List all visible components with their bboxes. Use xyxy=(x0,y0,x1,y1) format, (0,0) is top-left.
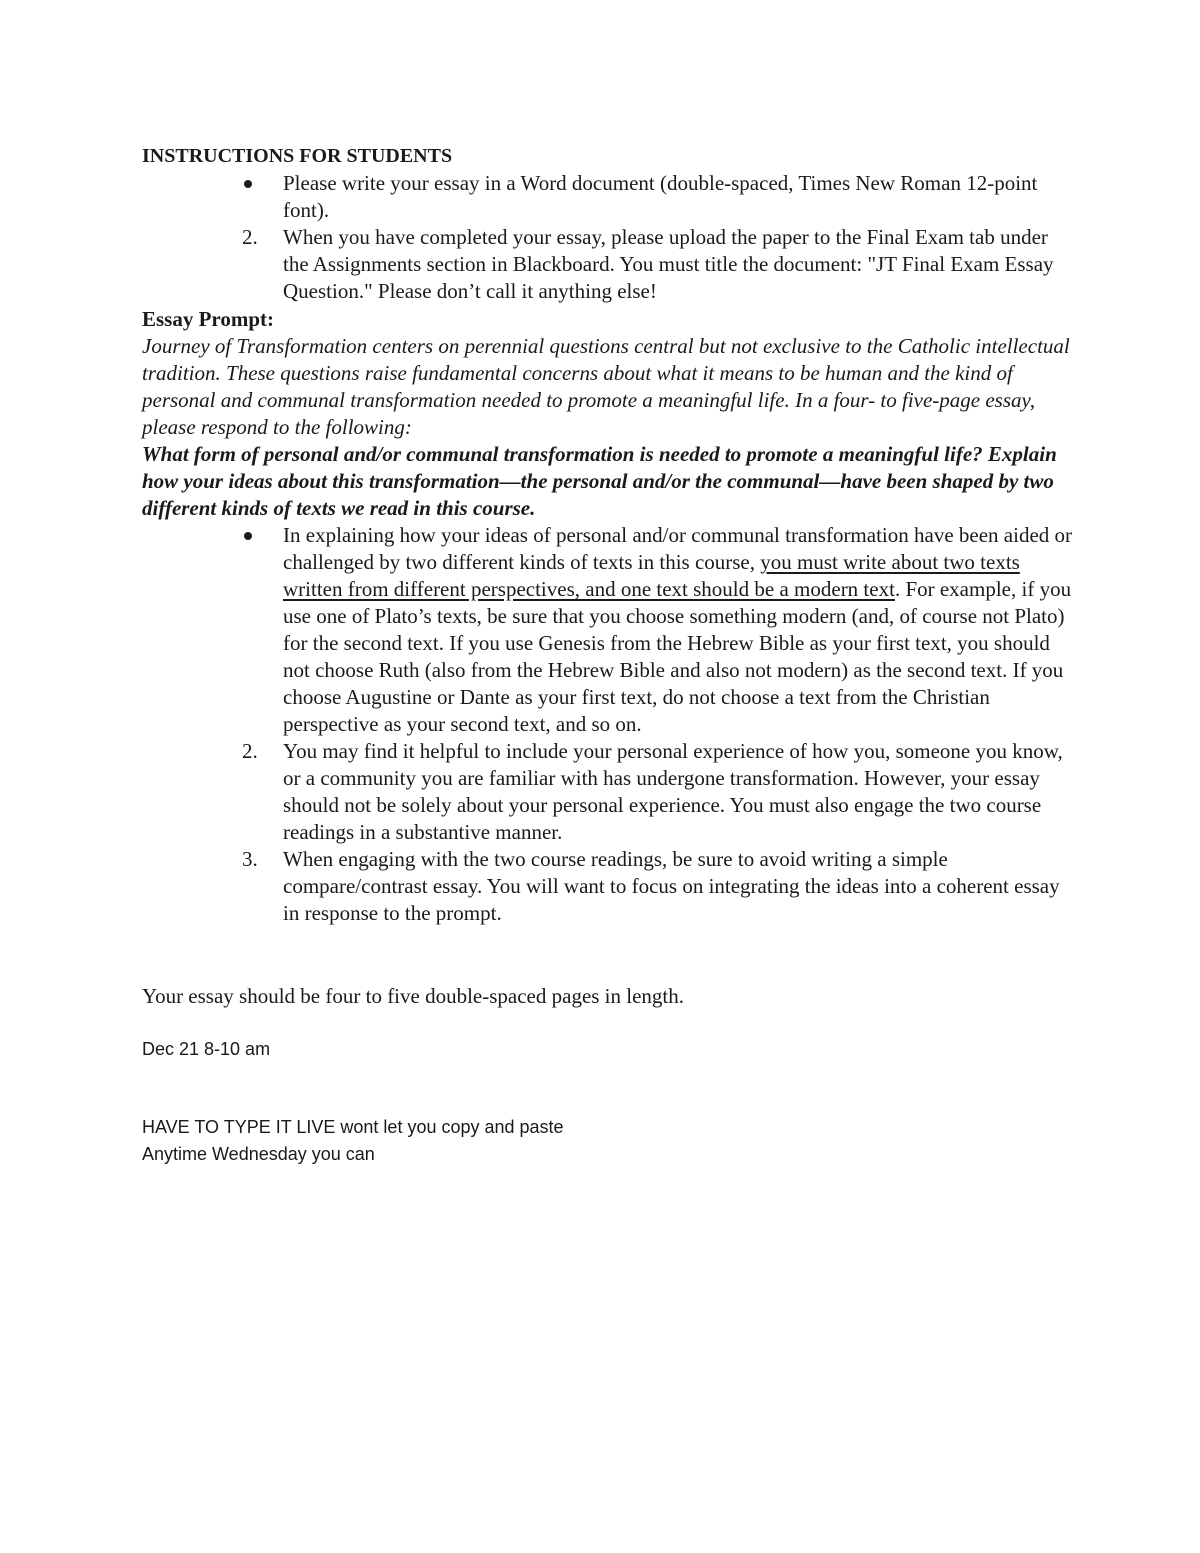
list-number: 3. xyxy=(242,847,258,871)
instruction-item-1 xyxy=(142,170,1072,224)
guideline-item-3 xyxy=(142,846,1072,927)
length-requirement: Your essay should be four to five double-spaced pages in length. xyxy=(142,984,685,1008)
instruction-text-1: Please write your essay in a Word document (double-spaced, Times New Roman 12-point font). xyxy=(283,171,1038,222)
instructions-heading: INSTRUCTIONS FOR STUDENTS xyxy=(142,145,453,167)
guideline-underlined-requirement: you must write about two texts written from different perspectives, and one text should be a modern text xyxy=(283,550,1020,601)
note-line-2: Anytime Wednesday you can xyxy=(142,1144,375,1164)
list-number: 2. xyxy=(242,225,258,249)
guidelines-list xyxy=(142,522,1072,927)
bullet-icon xyxy=(244,180,252,188)
guideline-lead: In explaining how your ideas of personal and/or communal transformation have been aided or challenged by two different kinds of texts in this course, xyxy=(283,523,1073,574)
bullet-icon xyxy=(244,532,252,540)
essay-prompt-body: Journey of Transformation centers on perennial questions central but not exclusive to the Catholic intellectual tradition. These questions raise fundamental concerns about what it means to be human and the kind of personal and communal transformation needed to promote a meaningful life. In a four- to five-page essay, please respond to the following: xyxy=(142,334,1070,439)
guideline-item-1 xyxy=(142,522,1072,738)
note-line-1: HAVE TO TYPE IT LIVE wont let you copy and paste xyxy=(142,1117,564,1137)
guideline-item-2 xyxy=(142,738,1072,846)
instructions-list xyxy=(142,170,1072,305)
essay-prompt-label: Essay Prompt: xyxy=(142,307,275,331)
essay-prompt-question: What form of personal and/or communal transformation is needed to promote a meaningful life? Explain how your ideas about this transformation—the personal and/or the communal—have been shaped by two different kinds of texts we read in this course. xyxy=(142,442,1057,520)
instruction-text-2: When you have completed your essay, please upload the paper to the Final Exam tab under the Assignments section in Blackboard. You must title the document: "JT Final Exam Essay Question." Please don’t call it anything else! xyxy=(283,225,1054,303)
list-number: 2. xyxy=(242,739,258,763)
guideline-text-3: When engaging with the two course readings, be sure to avoid writing a simple compare/contrast essay. You will want to focus on integrating the ideas into a coherent essay in response to the prompt. xyxy=(283,847,1060,925)
note-date: Dec 21 8-10 am xyxy=(142,1039,271,1059)
guideline-rest: . For example, if you use one of Plato’s texts, be sure that you choose something modern (and, of course not Plato) for the second text. If you use Genesis from the Hebrew Bible as your first text, you should not choose Ruth (also from the Hebrew Bible and also not modern) as the second text. If you choose Augustine or Dante as your first text, do not choose a text from the Christian perspective as your second text, and so on. xyxy=(283,577,1072,736)
guideline-text-2: You may find it helpful to include your personal experience of how you, someone you know, or a community you are familiar with has undergone transformation. However, your essay should not be solely about your personal experience. You must also engage the two course readings in a substantive manner. xyxy=(283,739,1063,844)
instruction-item-2 xyxy=(142,224,1072,305)
